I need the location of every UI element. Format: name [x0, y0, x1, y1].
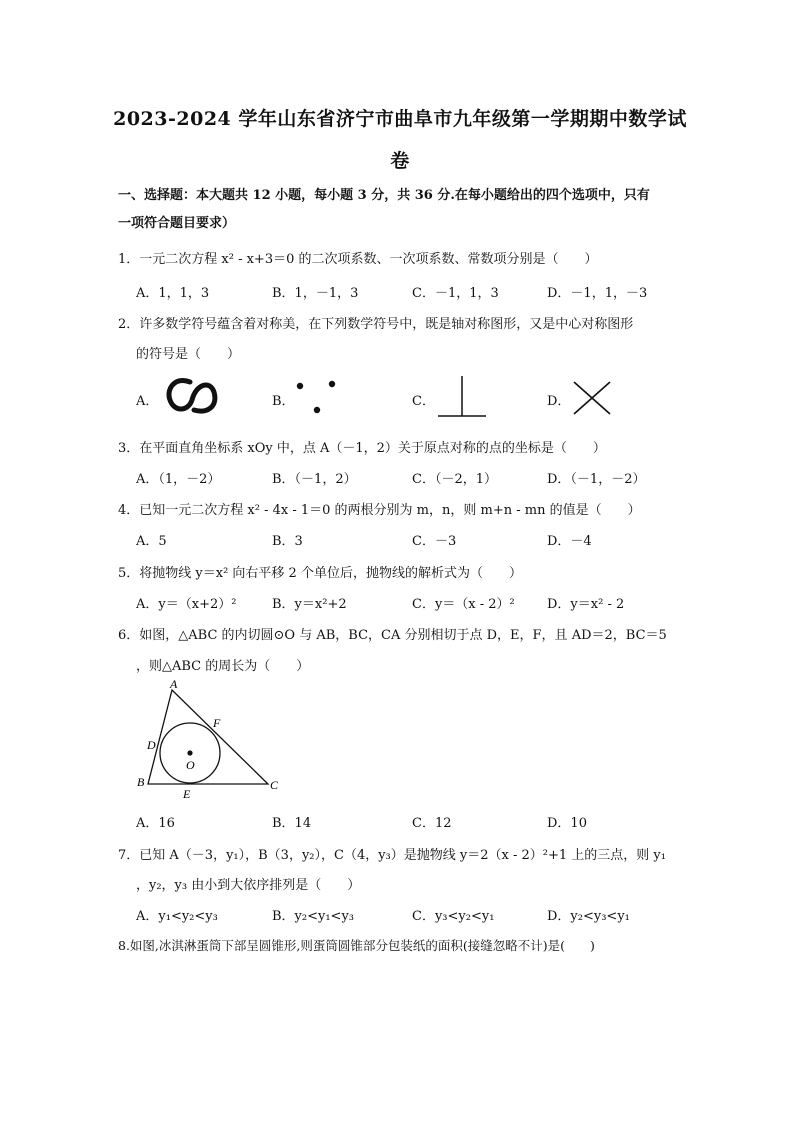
q3-option-d: D．（－1，－2）	[547, 472, 646, 487]
q7-option-c: C．y₃<y₂<y₁	[412, 909, 495, 924]
label-e: E	[183, 787, 191, 801]
q5-option-c: C．y＝（x - 2）²	[412, 597, 515, 612]
label-o: O	[186, 758, 195, 772]
q2-symbol-therefore-icon	[292, 378, 342, 418]
q3-option-c: C．（－2，1）	[412, 472, 497, 487]
label-a: A	[170, 677, 178, 691]
question-7-line1: 7．已知 A（－3，y₁），B（3，y₂），C（4，y₃）是抛物线 y＝2（x - 2）²+1 上的三点，则 y₁	[118, 848, 666, 863]
label-d: D	[147, 738, 156, 752]
q4-option-c: C．－3	[412, 534, 457, 549]
question-8: 8.如图,冰淇淋蛋筒下部呈圆锥形,则蛋筒圆锥部分包装纸的面积(接缝忽略不计)是( )	[118, 938, 595, 953]
exam-title-line1: 2023-2024 学年山东省济宁市曲阜市九年级第一学期期中数学试	[113, 108, 687, 130]
question-4: 4．已知一元二次方程 x² - 4x - 1＝0 的两根分别为 m，n，则 m+n - mn 的值是（ ）	[118, 503, 641, 518]
q3-option-a: A．（1，－2）	[136, 472, 221, 487]
q1-option-d: D．－1，1，－3	[547, 286, 648, 301]
q4-option-d: D．－4	[547, 534, 592, 549]
q2-symbol-cross-icon	[572, 380, 612, 416]
center-o-dot	[187, 750, 192, 755]
question-2-line1: 2．许多数学符号蕴含着对称美，在下列数学符号中，既是轴对称图形，又是中心对称图形	[118, 317, 634, 332]
q4-option-b: B．3	[272, 534, 303, 549]
question-3: 3．在平面直角坐标系 xOy 中，点 A（－1，2）关于原点对称的点的坐标是（ ）	[118, 441, 606, 456]
question-5: 5．将抛物线 y＝x² 向右平移 2 个单位后，抛物线的解析式为（ ）	[118, 566, 522, 581]
q5-option-b: B．y＝x²+2	[272, 597, 347, 612]
q1-option-b: B．1，－1，3	[272, 286, 359, 301]
label-b: B	[137, 775, 145, 789]
label-f: F	[213, 716, 221, 730]
q7-option-d: D．y₂<y₃<y₁	[547, 909, 630, 924]
question-6-line2: ，则△ABC 的周长为（ ）	[136, 659, 310, 674]
q6-option-a: A．16	[136, 816, 175, 831]
q5-option-a: A．y＝（x+2）²	[136, 597, 237, 612]
q6-option-c: C．12	[412, 816, 452, 831]
q5-option-d: D．y＝x² - 2	[547, 597, 625, 612]
question-1: 1．一元二次方程 x² - x+3＝0 的二次项系数、一次项系数、常数项分别是（ ）	[118, 252, 598, 267]
q6-option-d: D．10	[547, 816, 587, 831]
q2-symbol-perpendicular-icon	[436, 374, 488, 418]
q2-option-a: A．	[136, 394, 159, 409]
q2-symbol-s-icon	[164, 378, 218, 414]
q1-option-c: C．－1，1，3	[412, 286, 499, 301]
section-header-line1: 一、选择题：本大题共 12 小题，每小题 3 分，共 36 分.在每小题给出的四个选项中，只有	[118, 188, 650, 203]
q7-option-a: A．y₁<y₂<y₃	[136, 909, 218, 924]
question-2-line2: 的符号是（ ）	[136, 347, 241, 362]
section-header-line2: 一项符合题目要求）	[118, 216, 236, 231]
question-7-line2: ，y₂，y₃ 由小到大依序排列是（ ）	[136, 878, 361, 893]
q6-option-b: B．14	[272, 816, 312, 831]
q2-option-c: C．	[412, 394, 435, 409]
label-c: C	[270, 778, 279, 792]
q2-option-d: D．	[547, 394, 571, 409]
q4-option-a: A．5	[136, 534, 167, 549]
q6-incircle-figure	[130, 676, 290, 806]
exam-title-line2: 卷	[390, 150, 410, 172]
q1-option-a: A．1，1，3	[136, 286, 210, 301]
q2-option-b: B．	[272, 394, 295, 409]
q7-option-b: B．y₂<y₁<y₃	[272, 909, 355, 924]
question-6-line1: 6．如图，△ABC 的内切圆⊙O 与 AB，BC，CA 分别相切于点 D，E，F，且 AD＝2，BC＝5	[118, 628, 667, 643]
q3-option-b: B．（－1，2）	[272, 472, 357, 487]
